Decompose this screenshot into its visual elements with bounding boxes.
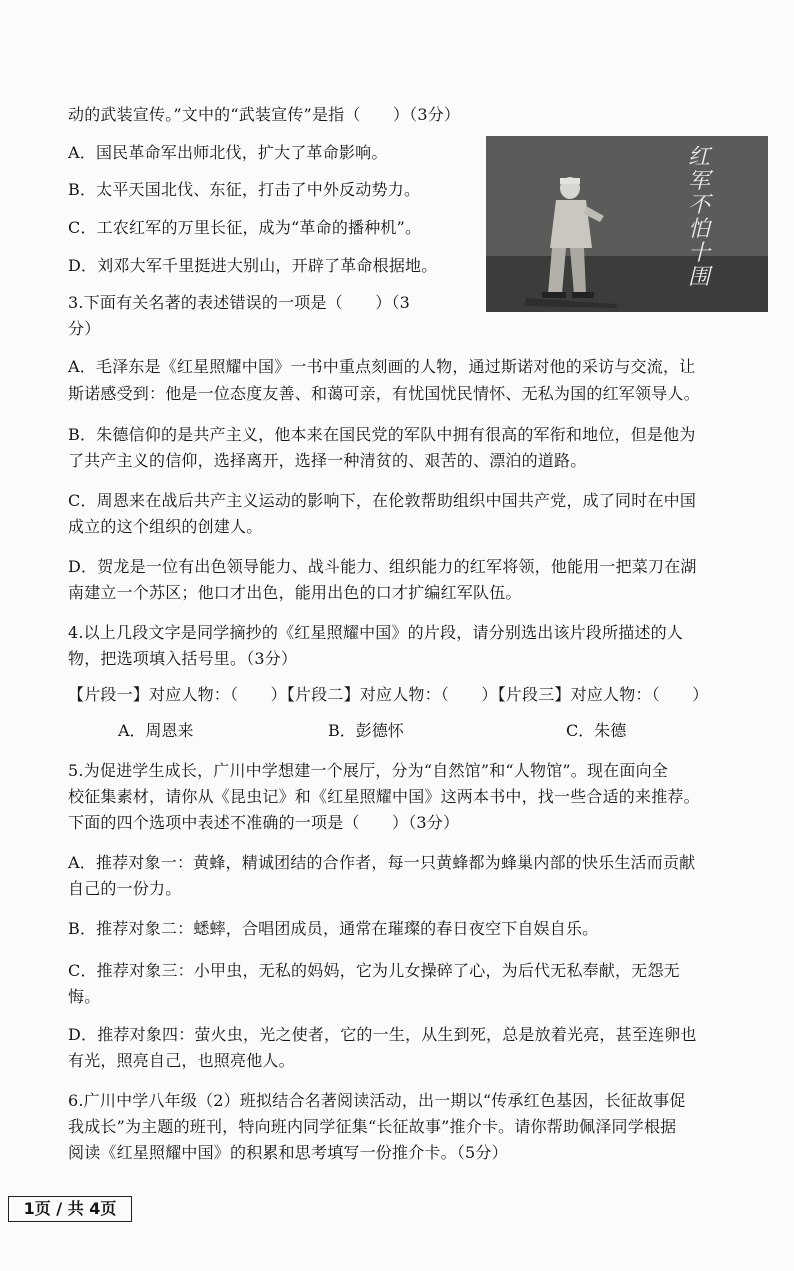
- q2-stem: 动的武装宣传。”文中的“武装宣传”是指（ ）（3分）: [68, 105, 461, 124]
- q5-stem-line-1: 5.为促进学生成长，广川中学想建一个展厅，分为“自然馆”和“人物馆”。现在面向全: [68, 761, 668, 780]
- q5-option-b: B．推荐对象二：蟋蟀，合唱团成员，通常在璀璨的春日夜空下自娱自乐。: [68, 919, 599, 938]
- q5-option-c-line-1: C．推荐对象三：小甲虫，无私的妈妈，它为儿女操碎了心，为后代无私奉献，无怨无: [68, 961, 680, 980]
- q6-stem-line-3: 阅读《红星照耀中国》的积累和思考填写一份推介卡。（5分）: [68, 1143, 508, 1162]
- q5-stem-line-2: 校征集素材，请你从《昆虫记》和《红星照耀中国》这两本书中，找一些合适的来推荐。: [68, 787, 700, 806]
- q3-option-a-line-1: A．毛泽东是《红星照耀中国》一书中重点刻画的人物，通过斯诺对他的采访与交流，让: [68, 357, 696, 376]
- q5-option-a-line-2: 自己的一份力。: [68, 879, 182, 898]
- q4-fill-blanks: 【片段一】对应人物：（ ）【片段二】对应人物：（ ）【片段三】对应人物：（ ）: [68, 685, 709, 704]
- q4-option-a: A．周恩来: [118, 721, 194, 740]
- q6-stem-line-1: 6.广川中学八年级（2）班拟结合名著阅读活动，出一期以“传承红色基因，长征故事促: [68, 1091, 686, 1110]
- red-army-photo: [486, 136, 768, 312]
- q3-option-d-line-2: 南建立一个苏区；他口才出色，能用出色的口才扩编红军队伍。: [68, 583, 522, 602]
- q3-option-b-line-2: 了共产主义的信仰，选择离开，选择一种清贫的、艰苦的、漂泊的道路。: [68, 451, 587, 470]
- photo-illustration: [486, 136, 768, 312]
- q5-option-a-line-1: A．推荐对象一：黄蜂，精诚团结的合作者，每一只黄蜂都为蜂巢内部的快乐生活而贡献: [68, 853, 696, 872]
- q2-option-a: A．国民革命军出师北伐，扩大了革命影响。: [68, 143, 388, 162]
- q5-option-d-line-2: 有光，照亮自己，也照亮他人。: [68, 1051, 295, 1070]
- page-number-text: 1页 / 共 4页: [23, 1199, 117, 1218]
- q3-option-c-line-1: C．周恩来在战后共产主义运动的影响下，在伦敦帮助组织中国共产党，成了同时在中国: [68, 491, 697, 510]
- q2-option-d: D．刘邓大军千里挺进大别山，开辟了革命根据地。: [68, 256, 438, 275]
- q3-stem-line-2: 分）: [68, 319, 101, 338]
- q5-stem-line-3: 下面的四个选项中表述不准确的一项是（ ）（3分）: [68, 813, 460, 832]
- q3-option-c-line-2: 成立的这个组织的创建人。: [68, 517, 263, 536]
- q3-option-a-line-2: 斯诺感受到：他是一位态度友善、和蔼可亲，有忧国忧民情怀、无私为国的红军领导人。: [68, 384, 700, 403]
- q3-option-d-line-1: D．贺龙是一位有出色领导能力、战斗能力、组织能力的红军将领，他能用一把菜刀在湖: [68, 557, 697, 576]
- page-number-footer: [8, 1196, 132, 1222]
- q4-stem-line-1: 4.以上几段文字是同学摘抄的《红星照耀中国》的片段，请分别选出该片段所描述的人: [68, 623, 684, 642]
- q6-stem-line-2: 我成长”为主题的班刊，特向班内同学征集“长征故事”推介卡。请你帮助佩泽同学根据: [68, 1117, 677, 1136]
- q4-option-c: C．朱德: [566, 721, 627, 740]
- q3-stem-line-1: 3.下面有关名著的表述错误的一项是（ ）（3: [68, 293, 411, 312]
- q5-option-d-line-1: D．推荐对象四：萤火虫，光之使者，它的一生，从生到死，总是放着光亮，甚至连卵也: [68, 1025, 697, 1044]
- q2-option-c: C．工农红军的万里长征，成为“革命的播种机”。: [68, 218, 422, 237]
- q4-stem-line-2: 物，把选项填入括号里。（3分）: [68, 649, 298, 668]
- q5-option-c-line-2: 悔。: [68, 987, 101, 1006]
- q4-option-b: B．彭德怀: [328, 721, 404, 740]
- q3-option-b-line-1: B．朱德信仰的是共产主义，他本来在国民党的军队中拥有很高的军衔和地位，但是他为: [68, 425, 696, 444]
- photo-caption: 红军不怕十围: [688, 145, 711, 290]
- q2-option-b: B．太平天国北伐、东征，打击了中外反动势力。: [68, 180, 421, 199]
